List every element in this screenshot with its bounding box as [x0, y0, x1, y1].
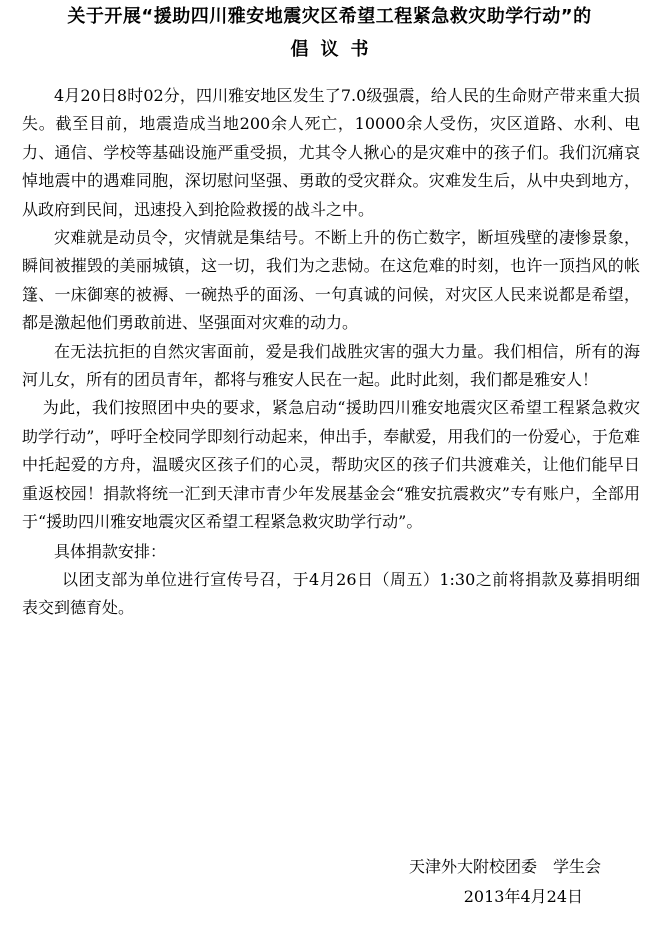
document-title-line-1: 关于开展“援助四川雅安地震灾区希望工程紧急救灾助学行动”的	[67, 6, 592, 27]
paragraph-disaster-mobilization: 灾难就是动员令，灾情就是集结号。不断上升的伤亡数字，断垣残壁的凄惨景象，瞬间被摧毁的美丽城镇，这一切，我们为之悲恸。在这危难的时刻，也许一顶挡风的帐篷、一床御寒的被褥、一碗热乎的面汤、一句真诚的问候，对灾区人民来说都是希望，都是激起他们勇敢前进、坚强面对灾难的动力。	[22, 228, 640, 333]
paragraph-earthquake-facts: 4月20日8时02分，四川雅安地区发生了7.0级强震，给人民的生命财产带来重大损失。截至目前，地震造成当地200余人死亡，10000余人受伤，灾区道路、水利、电力、通信、学校等基础设施严重受损，尤其令人揪心的是灾难中的孩子们。我们沉痛哀悼地震中的遇难同胞，深切慰问坚强、勇敢的受灾群众。灾难发生后，从中央到地方，从政府到民间，迅速投入到抢险救援的战斗之中。	[22, 86, 640, 219]
document-title-line-2: 倡议书	[290, 39, 381, 60]
signature-organization: 天津外大附校团委 学生会	[408, 857, 601, 876]
document-body	[22, 82, 640, 623]
signature-date: 2013年4月24日	[463, 887, 583, 906]
signature-block	[409, 852, 601, 912]
donation-arrangement-label: 具体捐款安排：	[54, 541, 167, 561]
paragraph-love-strength: 在无法抗拒的自然灾害面前，爱是我们战胜灾害的强大力量。我们相信，所有的海河儿女，所有的团员青年，都将与雅安人民在一起。此时此刻，我们都是雅安人！	[22, 341, 640, 390]
donation-arrangement-detail: 以团支部为单位进行宣传号召，于4月26日（周五）1:30之前将捐款及募捐明细表交到德育处。	[22, 569, 640, 618]
paragraph-call-to-action: 为此，我们按照团中央的要求，紧急启动“援助四川雅安地震灾区希望工程紧急救灾助学行动”，呼吁全校同学即刻行动起来，伸出手，奉献爱，用我们的一份爱心，于危难中托起爱的方舟，温暖灾区孩子们的心灵，帮助灾区的孩子们共渡难关，让他们能早日重返校园！捐款将统一汇到天津市青少年发展基金会“雅安抗震救灾”专有账户，全部用于“援助四川雅安地震灾区希望工程紧急救灾助学行动”。	[22, 398, 640, 532]
